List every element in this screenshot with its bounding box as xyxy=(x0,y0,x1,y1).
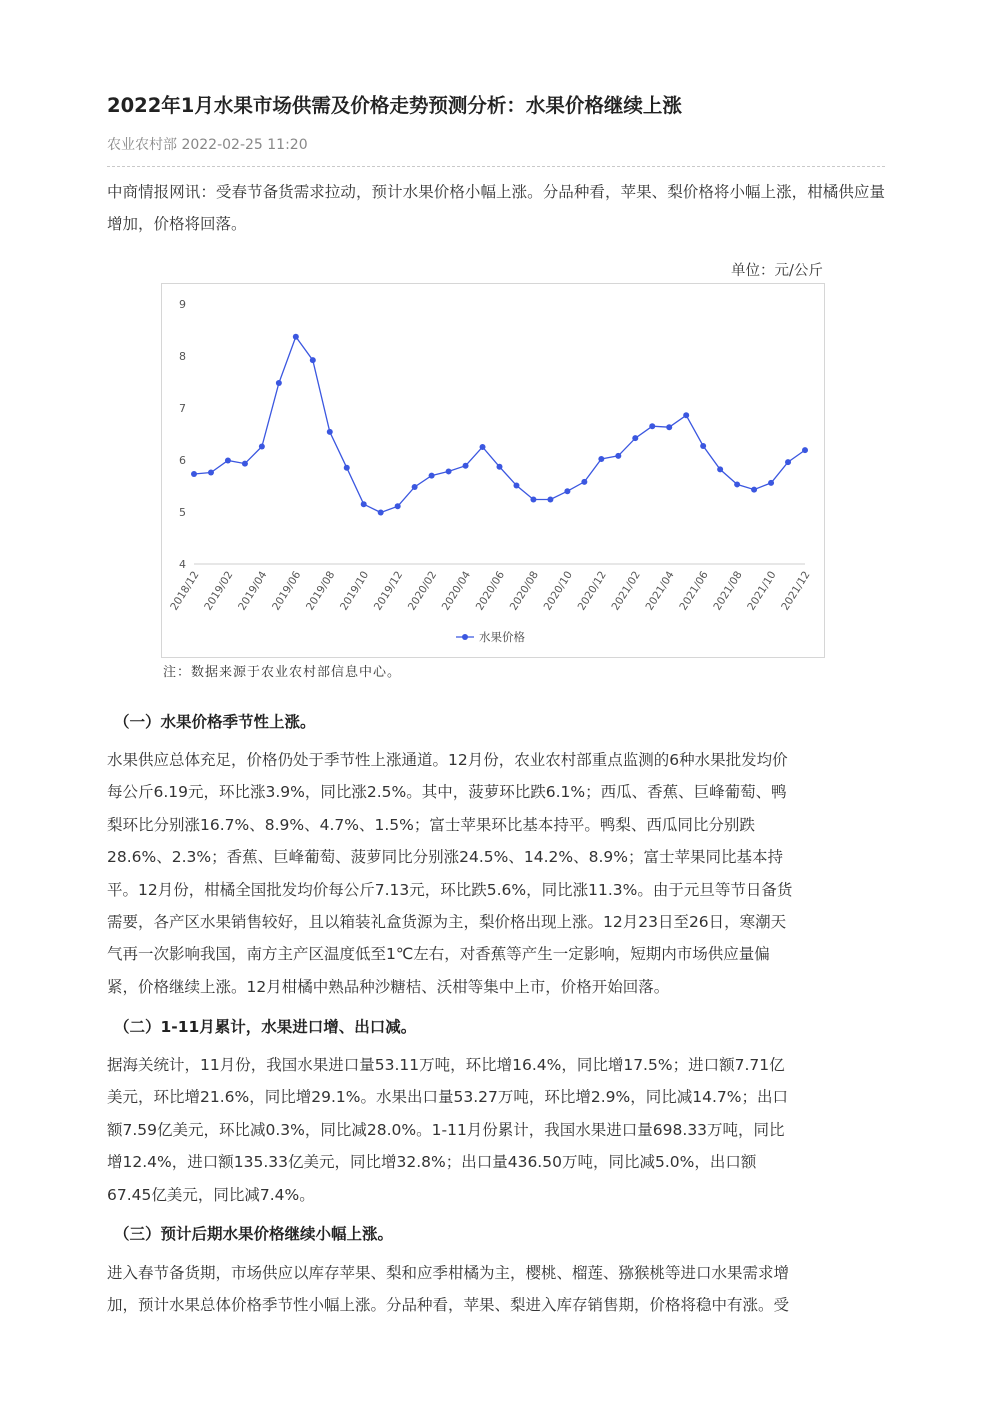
data-point xyxy=(598,456,604,462)
article-title: 2022年1月水果市场供需及价格走势预测分析：水果价格继续上涨 xyxy=(107,94,682,117)
data-point xyxy=(547,497,553,503)
section-1-line: 平。12月份，柑橘全国批发均价每公斤7.13元，环比跌5.6%，同比涨11.3%。由于元旦等节日备货 xyxy=(107,880,793,899)
data-point xyxy=(361,501,367,507)
section-2-line: 额7.59亿美元，环比减0.3%，同比减28.0%。1-11月份累计，我国水果进口量698.33万吨，同比 xyxy=(107,1120,785,1139)
y-tick-label: 7 xyxy=(179,402,186,415)
series-line-fruit-price xyxy=(194,337,805,513)
data-point xyxy=(530,497,536,503)
section-2-line: 美元，环比增21.6%，同比增29.1%。水果出口量53.27万吨，环比增2.9%，同比减14.7%；出口 xyxy=(107,1088,788,1107)
data-point xyxy=(208,469,214,475)
data-point xyxy=(785,459,791,465)
data-point xyxy=(378,510,384,516)
x-tick-label: 2021/08 xyxy=(711,569,745,613)
section-3-body xyxy=(107,1257,885,1322)
data-point xyxy=(293,334,299,340)
section-2-line: 据海关统计，11月份，我国水果进口量53.11万吨，环比增16.4%，同比增17.5%；进口额7.71亿 xyxy=(107,1056,785,1074)
data-point xyxy=(717,466,723,472)
data-point xyxy=(734,481,740,487)
y-tick-label: 4 xyxy=(179,558,186,571)
data-point xyxy=(429,473,435,479)
y-tick-label: 9 xyxy=(179,298,186,311)
section-2-line: 增12.4%，进口额135.33亿美元，同比增32.8%；出口量436.50万吨，同比减5.0%，出口额 xyxy=(107,1153,757,1172)
section-1-body xyxy=(107,744,885,1003)
section-1-line: 28.6%、2.3%；香蕉、巨峰葡萄、菠萝同比分别涨24.5%、14.2%、8.9%；富士苹果同比基本持 xyxy=(107,848,783,867)
y-tick-label: 5 xyxy=(179,506,186,519)
x-tick-label: 2019/04 xyxy=(236,569,270,613)
x-tick-label: 2020/10 xyxy=(541,569,575,613)
data-point xyxy=(802,447,808,453)
x-tick-label: 2019/06 xyxy=(270,569,304,613)
x-tick-label: 2019/10 xyxy=(337,569,372,613)
section-3-line: 加，预计水果总体价格季节性小幅上涨。分品种看，苹果、梨进入库存销售期，价格将稳中有涨。受 xyxy=(107,1296,790,1315)
section-1-heading: （一）水果价格季节性上涨。 xyxy=(114,713,316,731)
data-point xyxy=(480,444,486,450)
data-point xyxy=(412,484,418,490)
data-point xyxy=(191,471,197,477)
data-point xyxy=(513,482,519,488)
section-2-heading: （二）1-11月累计，水果进口增、出口减。 xyxy=(114,1018,417,1036)
section-1-line: 每公斤6.19元，环比涨3.9%，同比涨2.5%。其中，菠萝环比跌6.1%；西瓜、香蕉、巨峰葡萄、鸭 xyxy=(107,783,787,802)
price-line-chart-svg xyxy=(162,284,824,657)
data-point xyxy=(497,464,503,470)
x-tick-label: 2020/04 xyxy=(439,569,474,613)
data-point xyxy=(446,468,452,474)
x-tick-label: 2019/12 xyxy=(371,569,406,613)
price-chart xyxy=(161,283,825,658)
data-point xyxy=(564,488,570,494)
data-point xyxy=(649,423,655,429)
header-divider xyxy=(107,166,885,167)
x-tick-label: 2021/04 xyxy=(643,569,677,613)
data-point xyxy=(751,487,757,493)
legend-label: 水果价格 xyxy=(479,630,525,644)
x-tick-label: 2019/02 xyxy=(202,569,236,613)
data-point xyxy=(632,435,638,441)
x-tick-label: 2021/10 xyxy=(745,569,779,613)
x-tick-label: 2021/06 xyxy=(677,569,711,613)
section-2-body xyxy=(107,1049,885,1211)
article-source-date: 农业农村部 2022-02-25 11:20 xyxy=(107,137,308,153)
chart-source-note: 注：数据来源于农业农村部信息中心。 xyxy=(163,665,402,680)
x-tick-label: 2020/02 xyxy=(405,569,440,613)
section-1-line: 需要，各产区水果销售较好，且以箱装礼盒货源为主，梨价格出现上涨。12月23日至26日，寒潮天 xyxy=(107,913,787,932)
data-point xyxy=(225,458,231,464)
chart-unit-label: 单位：元/公斤 xyxy=(731,263,823,279)
data-point xyxy=(768,480,774,486)
intro-text: 中商情报网讯：受春节备货需求拉动，预计水果价格小幅上涨。分品种看，苹果、梨价格将小幅上涨，柑橘供应量增加，价格将回落。 xyxy=(107,183,885,234)
data-point xyxy=(259,443,265,449)
data-point xyxy=(344,465,350,471)
section-1-line: 紧，价格继续上涨。12月柑橘中熟品种沙糖桔、沃柑等集中上市，价格开始回落。 xyxy=(107,977,670,996)
y-tick-label: 6 xyxy=(179,454,186,467)
data-point xyxy=(276,380,282,386)
intro-paragraph xyxy=(107,176,885,241)
x-tick-label: 2020/12 xyxy=(575,569,609,613)
legend-marker xyxy=(462,634,468,640)
data-point xyxy=(700,443,706,449)
data-point xyxy=(310,357,316,363)
data-point xyxy=(327,429,333,435)
y-tick-label: 8 xyxy=(179,350,186,363)
x-tick-label: 2021/12 xyxy=(779,569,813,613)
section-3-heading: （三）预计后期水果价格继续小幅上涨。 xyxy=(114,1225,394,1243)
data-point xyxy=(242,461,248,467)
section-1-line: 气再一次影响我国，南方主产区温度低至1℃左右，对香蕉等产生一定影响，短期内市场供应量偏 xyxy=(107,945,770,964)
data-point xyxy=(615,453,621,459)
data-point xyxy=(463,463,469,469)
x-tick-label: 2020/06 xyxy=(473,569,508,613)
section-1-line: 梨环比分别涨16.7%、8.9%、4.7%、1.5%；富士苹果环比基本持平。鸭梨、西瓜同比分别跌 xyxy=(107,815,755,834)
data-point xyxy=(581,479,587,485)
section-3-line: 进入春节备货期，市场供应以库存苹果、梨和应季柑橘为主，樱桃、榴莲、猕猴桃等进口水果需求增 xyxy=(107,1264,790,1282)
section-2-line: 67.45亿美元，同比减7.4%。 xyxy=(107,1185,315,1204)
x-tick-label: 2021/02 xyxy=(609,569,643,613)
data-point xyxy=(666,424,672,430)
data-point xyxy=(683,412,689,418)
x-tick-label: 2020/08 xyxy=(507,569,541,613)
data-point xyxy=(395,503,401,509)
section-1-line: 水果供应总体充足，价格仍处于季节性上涨通道。12月份，农业农村部重点监测的6种水果批发均价 xyxy=(107,751,788,769)
x-tick-label: 2018/12 xyxy=(168,569,202,613)
x-tick-label: 2019/08 xyxy=(304,569,338,613)
